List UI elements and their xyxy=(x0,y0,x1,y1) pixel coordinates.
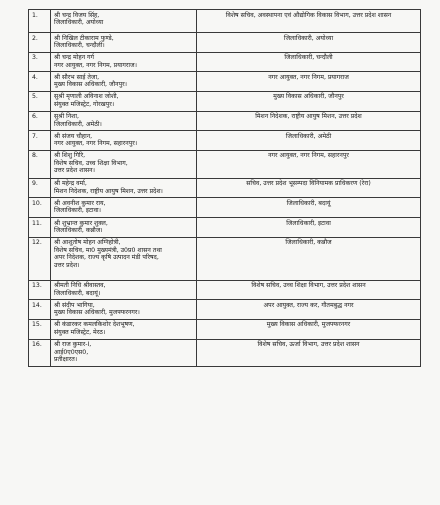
table-row xyxy=(29,218,421,238)
name-line: विशेष सचिव, उच्च शिक्षा विभाग, xyxy=(54,159,128,167)
name-line: श्रीमती निधि श्रीवास्तव, xyxy=(54,282,106,290)
name-line: सुश्री निशा, xyxy=(54,113,79,120)
table-row xyxy=(29,10,421,33)
name-line: अपर निदेशक, राज्य कृषि उत्पादन मंडी परिषद, xyxy=(54,254,159,262)
officer-name-and-current-post xyxy=(51,10,197,33)
new-posting: विशेष सचिव, अवस्थापना एवं औद्योगिक विकास विभाग, उत्तर प्रदेश शासन xyxy=(197,10,421,33)
new-posting: अपर आयुक्त, राज्य कर, गौतमबुद्ध नगर xyxy=(197,300,421,320)
name-line: जिलाधिकारी, इटावा। xyxy=(54,207,101,215)
name-line: श्री संजय चौहान, xyxy=(54,132,93,140)
officer-name-and-current-post xyxy=(51,91,197,111)
serial-number: 14. xyxy=(29,300,51,320)
name-line: श्री अवनीश कुमार राय, xyxy=(54,199,106,207)
officer-name-and-current-post xyxy=(51,237,197,280)
name-line: श्री कंडारकर कमलकिशोर देशभूषण, xyxy=(54,321,135,329)
name-line: श्री निखिल टीकाराम फुण्डे, xyxy=(54,34,114,42)
name-line: श्री शुभ्रान्त कुमार शुक्ल, xyxy=(54,219,108,227)
name-line: विशेष सचिव, मा0 मुख्यमंत्री, उ0प्र0 शासन तथा xyxy=(54,246,162,254)
new-posting: नगर आयुक्त, नगर निगम, सहारनपुर xyxy=(197,150,421,178)
name-line: जिलाधिकारी, चन्दौली। xyxy=(54,42,105,50)
name-line: श्री महेन्द्र वर्मा, xyxy=(54,180,87,188)
officer-name-and-current-post xyxy=(51,111,197,131)
table-row xyxy=(29,319,421,339)
name-line: जिलाधिकारी, कन्नौज। xyxy=(54,227,103,235)
table-row xyxy=(29,280,421,300)
officer-name-and-current-post xyxy=(51,72,197,92)
name-line: संयुक्त मजिस्ट्रेट, गोरखपुर। xyxy=(54,100,115,108)
serial-number: 7. xyxy=(29,131,51,151)
serial-number: 5. xyxy=(29,91,51,111)
serial-number: 9. xyxy=(29,178,51,198)
name-line: नगर आयुक्त, नगर निगम, प्रयागराज। xyxy=(54,61,137,69)
serial-number: 15. xyxy=(29,319,51,339)
officer-name-and-current-post xyxy=(51,198,197,218)
name-line: श्री चन्द्र मोहन गर्ग xyxy=(54,54,94,62)
name-line: सुश्री मृणाली अविनाश जोशी, xyxy=(54,93,119,101)
table-row xyxy=(29,72,421,92)
new-posting: विशेष सचिव, उच्च शिक्षा विभाग, उत्तर प्रदेश शासन xyxy=(197,280,421,300)
serial-number: 16. xyxy=(29,339,51,366)
name-line: श्री राज कुमार-I, xyxy=(54,341,92,348)
name-line: नगर आयुक्त, नगर निगम, सहारनपुर। xyxy=(54,140,138,148)
serial-number: 2. xyxy=(29,33,51,53)
new-posting: नगर आयुक्त, नगर निगम, प्रयागराज xyxy=(197,72,421,92)
table-row xyxy=(29,111,421,131)
transfer-order-table xyxy=(28,9,421,367)
table-row xyxy=(29,198,421,218)
name-line: श्री चन्द्र विजय सिंह, xyxy=(54,11,100,19)
officer-name-and-current-post xyxy=(51,339,197,366)
table-row xyxy=(29,300,421,320)
officer-name-and-current-post xyxy=(51,319,197,339)
name-line: जिलाधिकारी, बदायूं। xyxy=(54,289,101,297)
officer-name-and-current-post xyxy=(51,178,197,198)
serial-number: 8. xyxy=(29,150,51,178)
table-body xyxy=(29,10,421,367)
officer-name-and-current-post xyxy=(51,150,197,178)
table-row xyxy=(29,150,421,178)
table-row xyxy=(29,33,421,53)
name-line: मुख्य विकास अधिकारी, जौनपुर। xyxy=(54,81,127,89)
officer-name-and-current-post xyxy=(51,280,197,300)
new-posting: जिलाधिकारी, अमेठी xyxy=(197,131,421,151)
officer-name-and-current-post xyxy=(51,33,197,53)
serial-number: 3. xyxy=(29,52,51,72)
officer-name-and-current-post xyxy=(51,131,197,151)
officer-name-and-current-post xyxy=(51,52,197,72)
name-line: श्री शिशु गिरि, xyxy=(54,152,86,160)
table-row xyxy=(29,237,421,280)
serial-number: 4. xyxy=(29,72,51,92)
name-line: संयुक्त मजिस्ट्रेट, मेरठ। xyxy=(54,328,106,336)
name-line: उत्तर प्रदेश शासन। xyxy=(54,167,95,175)
new-posting: जिलाधिकारी, इटावा xyxy=(197,218,421,238)
new-posting: जिलाधिकारी, बदायूं xyxy=(197,198,421,218)
table-row xyxy=(29,52,421,72)
serial-number: 11. xyxy=(29,218,51,238)
name-line: प्रतीक्षारत। xyxy=(54,356,78,364)
new-posting: मिशन निदेशक, राष्ट्रीय आयुष मिशन, उत्तर प्रदेश xyxy=(197,111,421,131)
table-row xyxy=(29,91,421,111)
new-posting: मुख्य विकास अधिकारी, जौनपुर xyxy=(197,91,421,111)
name-line: श्री संदीप भागिया, xyxy=(54,301,95,309)
name-line: जिलाधिकारी, अयोध्या xyxy=(54,19,104,27)
new-posting: जिलाधिकारी, अयोध्या xyxy=(197,33,421,53)
name-line: श्री आशुतोष मोहन अग्निहोत्री, xyxy=(54,239,121,247)
serial-number: 13. xyxy=(29,280,51,300)
serial-number: 6. xyxy=(29,111,51,131)
serial-number: 10. xyxy=(29,198,51,218)
serial-number: 1. xyxy=(29,10,51,33)
new-posting: सचिव, उत्तर प्रदेश भूसम्पदा विनियामक प्राधिकरण (रेरा) xyxy=(197,178,421,198)
name-line: जिलाधिकारी, अमेठी। xyxy=(54,120,102,128)
name-line: मिशन निदेशक, राष्ट्रीय आयुष मिशन, उत्तर प्रदेश। xyxy=(54,187,163,195)
name-line: श्री सौरभ साई तेजा, xyxy=(54,73,100,81)
name-line: उत्तर प्रदेश। xyxy=(54,261,80,269)
officer-name-and-current-post xyxy=(51,218,197,238)
serial-number: 12. xyxy=(29,237,51,280)
table-row xyxy=(29,339,421,366)
name-line: मुख्य विकास अधिकारी, मुजफ्फरनगर। xyxy=(54,309,140,317)
new-posting: जिलाधिकारी, चन्दौली xyxy=(197,52,421,72)
name-line: आई0ए0एस0, xyxy=(54,348,89,356)
table-row xyxy=(29,178,421,198)
table-row xyxy=(29,131,421,151)
new-posting: मुख्य विकास अधिकारी, मुजफ्फरनगर xyxy=(197,319,421,339)
new-posting: जिलाधिकारी, कन्नौज xyxy=(197,237,421,280)
new-posting: विशेष सचिव, ऊर्जा विभाग, उत्तर प्रदेश शासन xyxy=(197,339,421,366)
officer-name-and-current-post xyxy=(51,300,197,320)
